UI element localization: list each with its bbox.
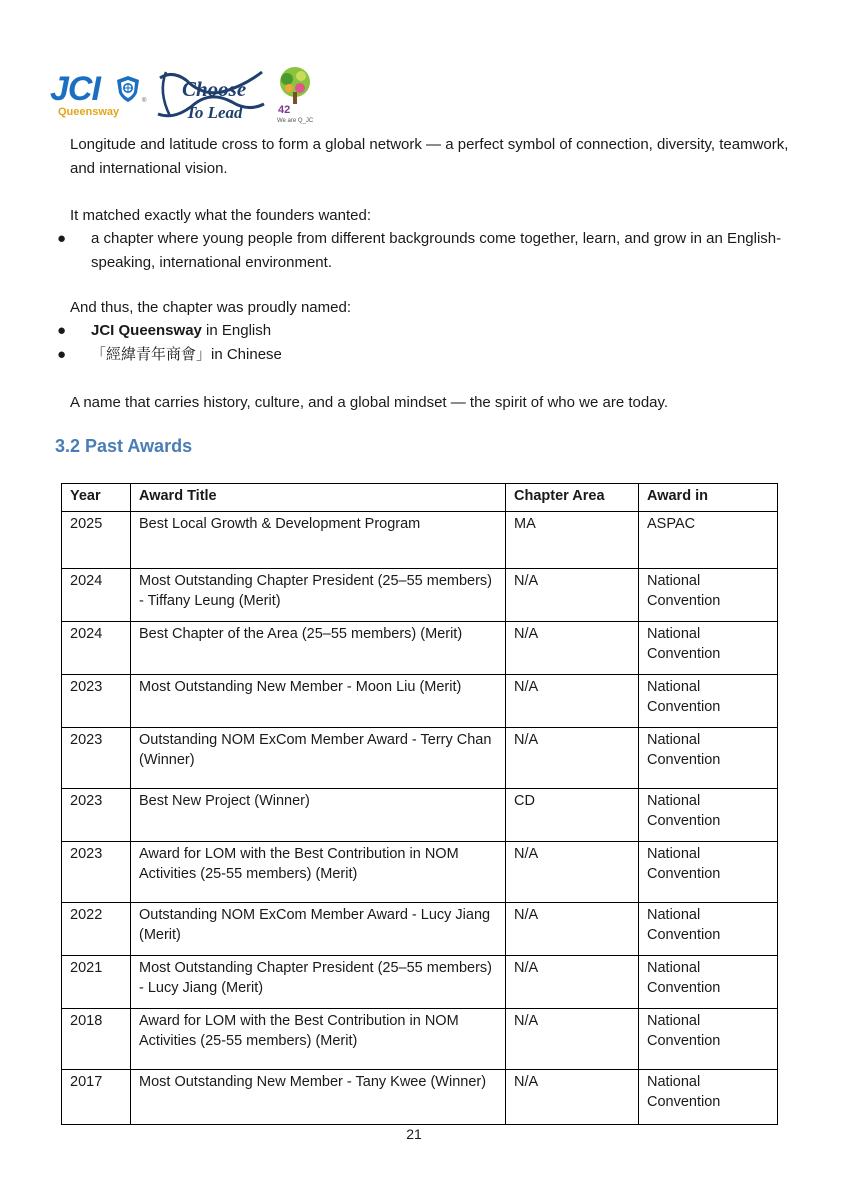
cell-award-in: National Convention [639, 842, 778, 903]
list-item: ● 「經緯青年商會」in Chinese [52, 343, 792, 367]
section-heading: 3.2 Past Awards [55, 436, 193, 456]
header-chapter-area: Chapter Area [506, 484, 639, 512]
cell-award-in: National Convention [639, 903, 778, 956]
table-row [62, 789, 778, 842]
cell-chapter-area: N/A [506, 1009, 639, 1070]
table-row [62, 569, 778, 622]
header-logos [50, 66, 350, 124]
cell-award-title: Award for LOM with the Best Contribution in NOM Activities (25-55 members) (Merit) [131, 1009, 506, 1070]
cell-award-in: National Convention [639, 956, 778, 1009]
cell-award-title: Award for LOM with the Best Contribution in NOM Activities (25-55 members) (Merit) [131, 842, 506, 903]
cell-award-in: National Convention [639, 728, 778, 789]
bullet-dot-icon: ● [57, 322, 67, 339]
cell-year: 2018 [62, 1009, 131, 1070]
cell-award-in: ASPAC [639, 512, 778, 569]
cell-award-title: Best New Project (Winner) [131, 789, 506, 842]
cell-award-title: Outstanding NOM ExCom Member Award - Terry Chan (Winner) [131, 728, 506, 789]
jci-logo-text: JCI [50, 70, 100, 108]
cell-year: 2024 [62, 569, 131, 622]
cell-year: 2021 [62, 956, 131, 1009]
header-award-title: Award Title [131, 484, 506, 512]
cell-chapter-area: N/A [506, 622, 639, 675]
cell-award-in: National Convention [639, 1009, 778, 1070]
cell-award-title: Most Outstanding Chapter President (25–55 members) - Lucy Jiang (Merit) [131, 956, 506, 1009]
header-year: Year [62, 484, 131, 512]
awards-table [61, 483, 778, 1125]
table-row [62, 622, 778, 675]
cell-chapter-area: N/A [506, 842, 639, 903]
bullet-list-names [52, 319, 792, 366]
cell-award-in: National Convention [639, 675, 778, 728]
tree-logo-caption: We are Q_JC [277, 118, 314, 124]
table-row [62, 903, 778, 956]
table-row [62, 728, 778, 789]
cell-year: 2023 [62, 789, 131, 842]
list-item: ● JCI Queensway in English [52, 319, 792, 343]
cell-chapter-area: N/A [506, 569, 639, 622]
cell-award-title: Most Outstanding New Member - Moon Liu (Merit) [131, 675, 506, 728]
list-item: ● a chapter where young people from different backgrounds come together, learn, and grow in an English-speaking, international environment. [52, 227, 792, 274]
cell-award-title: Outstanding NOM ExCom Member Award - Lucy Jiang (Merit) [131, 903, 506, 956]
table-row [62, 956, 778, 1009]
page-number: 21 [406, 1126, 422, 1142]
cell-chapter-area: N/A [506, 1070, 639, 1125]
cell-chapter-area: N/A [506, 956, 639, 1009]
bullet-dot-icon: ● [57, 230, 67, 247]
svg-text:42: 42 [278, 104, 291, 116]
cell-award-in: National Convention [639, 1070, 778, 1125]
jci-queensway-logo: JCI ® Queensway [50, 70, 147, 118]
cell-year: 2025 [62, 512, 131, 569]
cell-year: 2023 [62, 842, 131, 903]
choose-to-lead-logo [152, 66, 270, 124]
table-row [62, 1070, 778, 1125]
cell-award-in: National Convention [639, 622, 778, 675]
cell-award-in: National Convention [639, 569, 778, 622]
table-row [62, 842, 778, 903]
paragraph-spirit: A name that carries history, culture, and a global mindset — the spirit of who we are today. [70, 394, 669, 411]
table-row [62, 512, 778, 569]
cell-chapter-area: CD [506, 789, 639, 842]
cell-award-title: Most Outstanding Chapter President (25–55 members) - Tiffany Leung (Merit) [131, 569, 506, 622]
cell-year: 2024 [62, 622, 131, 675]
cell-award-in: National Convention [639, 789, 778, 842]
table-header-row [62, 484, 778, 512]
cell-award-title: Most Outstanding New Member - Tany Kwee (Winner) [131, 1070, 506, 1125]
bullet-dot-icon: ● [57, 345, 67, 363]
cell-award-title: Best Chapter of the Area (25–55 members) (Merit) [131, 622, 506, 675]
paragraph-founders: It matched exactly what the founders wanted: [70, 207, 372, 224]
table-row [62, 675, 778, 728]
cell-year: 2017 [62, 1070, 131, 1125]
cell-chapter-area: N/A [506, 675, 639, 728]
jci-logo-subtitle: Queensway [58, 106, 120, 118]
cell-chapter-area: N/A [506, 728, 639, 789]
cell-award-title: Best Local Growth & Development Program [131, 512, 506, 569]
paragraph-named: And thus, the chapter was proudly named: [70, 299, 352, 316]
paragraph-network: Longitude and latitude cross to form a global network — a perfect symbol of connection, diversity, teamwork, and international vision. [70, 136, 789, 177]
tree-logo [275, 66, 315, 124]
choose-logo-line1: Choose [182, 77, 247, 101]
header-award-in: Award in [639, 484, 778, 512]
bullet-list-founders [52, 227, 792, 274]
cell-year: 2023 [62, 728, 131, 789]
choose-logo-line2: To Lead [186, 103, 243, 122]
cell-year: 2023 [62, 675, 131, 728]
jci-shield-icon [116, 75, 140, 103]
cell-chapter-area: N/A [506, 903, 639, 956]
cell-chapter-area: MA [506, 512, 639, 569]
table-row [62, 1009, 778, 1070]
cell-year: 2022 [62, 903, 131, 956]
